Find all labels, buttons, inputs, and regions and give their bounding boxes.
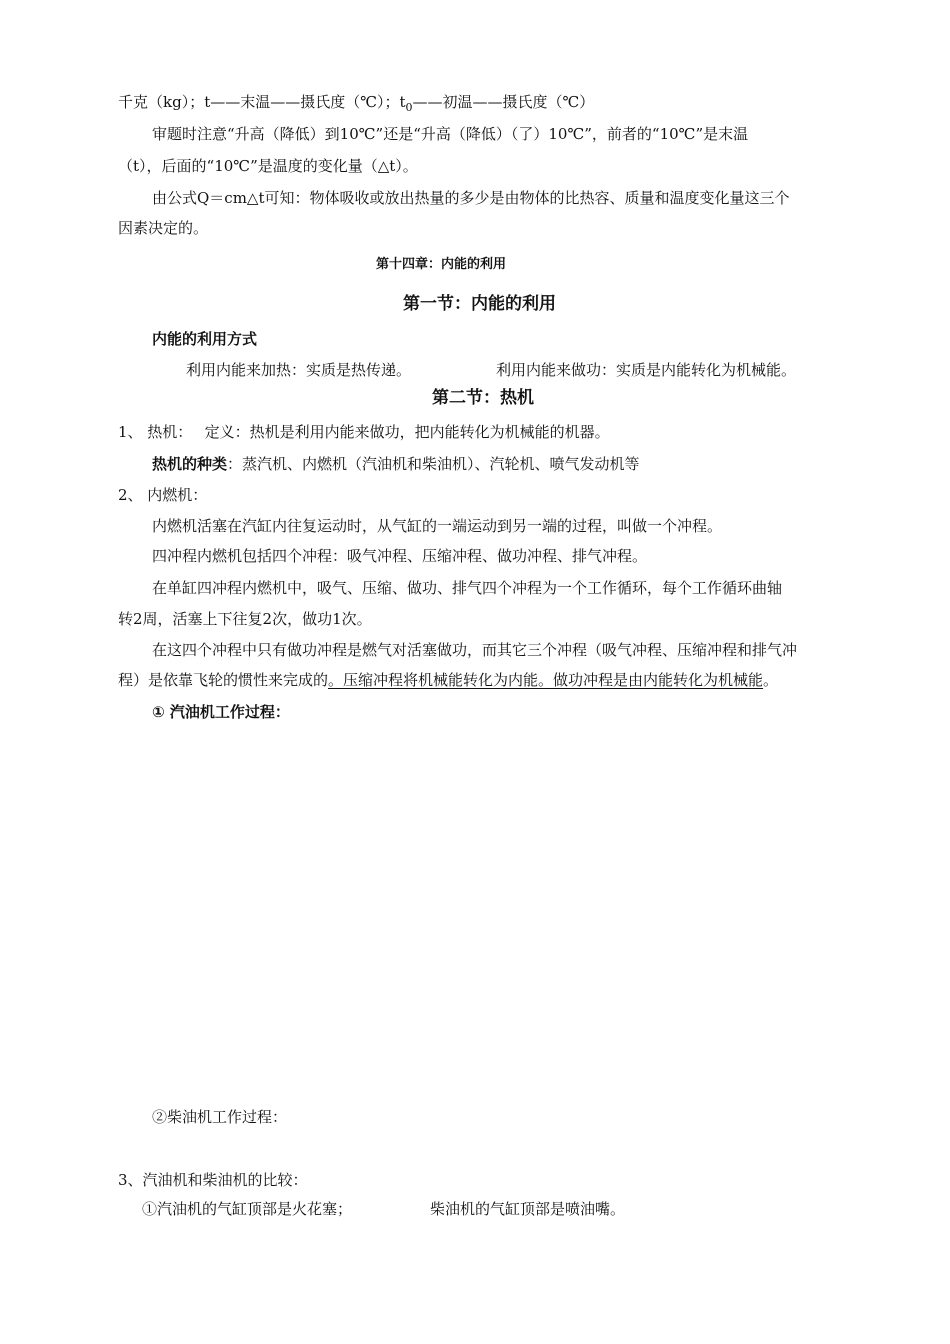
text-initial-temp: ——初温——摄氏度（℃） bbox=[412, 93, 595, 111]
heat-engine-types-label: 热机的种类 bbox=[152, 455, 228, 473]
text-line-6b: 利用内能来做功：实质是内能转化为机械能。 bbox=[496, 361, 797, 379]
section2-title: 第二节：热机 bbox=[432, 388, 534, 408]
text-line-8 bbox=[152, 454, 640, 474]
text-compression-underlined: 。压缩冲程将机械能转化为内能 bbox=[328, 671, 539, 689]
text-line-2: 审题时注意“升高（降低）到10℃”还是“升高（降低）（了）10℃”，前者的“10℃”是末温 bbox=[152, 125, 749, 143]
text-period: 。 bbox=[763, 671, 779, 689]
subsection-title: 内能的利用方式 bbox=[152, 330, 258, 348]
text-line-6a: 利用内能来加热：实质是热传递。 bbox=[186, 361, 412, 379]
text-line-13: 转2周，活塞上下往复2次，做功1次。 bbox=[118, 610, 372, 628]
text-line-9: 2、 内燃机： bbox=[118, 486, 208, 504]
text-line-19a: ①汽油机的气缸顶部是火花塞； bbox=[142, 1200, 353, 1218]
text-line-7: 1、 热机： 定义：热机是利用内能来做功，把内能转化为机械能的机器。 bbox=[118, 423, 610, 441]
text-line-1 bbox=[118, 92, 594, 118]
text-power-underlined: 。做功冲程是由内能转化为机械能 bbox=[538, 671, 764, 689]
text-line-18: 3、汽油机和柴油机的比较： bbox=[118, 1171, 308, 1189]
text-line-11: 四冲程内燃机包括四个冲程：吸气冲程、压缩冲程、做功冲程、排气冲程。 bbox=[152, 547, 648, 565]
text-inertia: 程）是依靠飞轮的惯性来完成的 bbox=[118, 671, 329, 689]
text-line-4: 由公式Q＝cm△t可知：物体吸收或放出热量的多少是由物体的比热容、质量和温度变化量这三个 bbox=[152, 189, 790, 207]
text-line-12: 在单缸四冲程内燃机中，吸气、压缩、做功、排气四个冲程为一个工作循环，每个工作循环曲轴 bbox=[152, 579, 783, 597]
diesel-engine-heading: ②柴油机工作过程： bbox=[152, 1108, 288, 1126]
text-line-10: 内燃机活塞在汽缸内往复运动时，从气缸的一端运动到另一端的过程，叫做一个冲程。 bbox=[152, 517, 723, 535]
subscript-zero: 0 bbox=[405, 101, 413, 114]
text-line-14: 在这四个冲程中只有做功冲程是燃气对活塞做功，而其它三个冲程（吸气冲程、压缩冲程和排气冲 bbox=[152, 641, 798, 659]
heat-engine-types-list: ：蒸汽机、内燃机（汽油机和柴油机）、汽轮机、喷气发动机等 bbox=[227, 455, 640, 473]
gasoline-engine-heading: ① 汽油机工作过程： bbox=[152, 703, 290, 721]
section1-title: 第一节：内能的利用 bbox=[403, 294, 556, 314]
text-line-5: 因素决定的。 bbox=[118, 219, 209, 237]
text-units-temp: 千克（kg）；t——末温——摄氏度（℃）；t bbox=[118, 93, 406, 111]
chapter-title: 第十四章：内能的利用 bbox=[376, 257, 507, 272]
text-line-15 bbox=[118, 670, 778, 690]
text-line-3: （t），后面的“10℃”是温度的变化量（△t）。 bbox=[118, 157, 418, 175]
text-line-19b: 柴油机的气缸顶部是喷油嘴。 bbox=[430, 1200, 626, 1218]
